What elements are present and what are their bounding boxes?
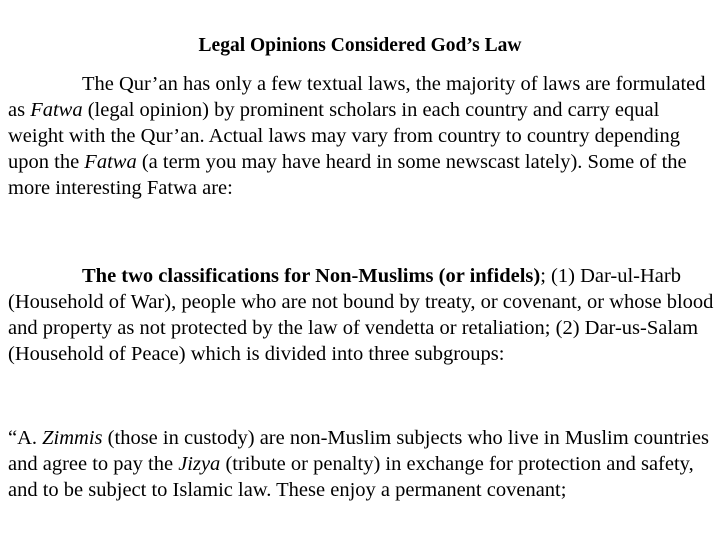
term-jizya: Jizya xyxy=(178,453,221,475)
term-fatwa: Fatwa xyxy=(30,99,83,121)
paragraph-classifications xyxy=(8,263,720,367)
paragraph-text: (a term you may have heard in some newscast lately). Some of the more interesting Fatwa are: xyxy=(8,151,687,199)
term-fatwa: Fatwa xyxy=(84,151,137,173)
list-marker: “A. xyxy=(8,427,43,449)
paragraph-text: ; (1) Dar-ul-Harb (Household of War), people who are not bound by treaty, or covenant, or whose blood and property as not protected by the law of vendetta or retaliation; (2) Dar-us-Salam (Household of Peace) which is divided into three subgroups: xyxy=(8,265,714,365)
document-title: Legal Opinions Considered God’s Law xyxy=(198,35,522,56)
paragraph-text: The Qur’an has only a few textual laws, the majority of laws are formulated as xyxy=(8,73,706,121)
paragraph-text: (those in custody) are non-Muslim subjects who live in Muslim countries and agree to pay the xyxy=(8,427,709,475)
classifications-heading: The two classifications for Non-Muslims (or infidels) xyxy=(82,265,541,287)
paragraph-fatwa-intro xyxy=(8,71,720,201)
paragraph-text: (tribute or penalty) in exchange for protection and safety, and to be subject to Islamic law. These enjoy a permanent covenant; xyxy=(8,453,694,501)
paragraph-text: (legal opinion) by prominent scholars in each country and carry equal weight with the Qur’an. Actual laws may vary from country to country depending upon the xyxy=(8,99,680,173)
paragraph-zimmis xyxy=(8,425,720,503)
term-zimmis: Zimmis xyxy=(42,427,103,449)
